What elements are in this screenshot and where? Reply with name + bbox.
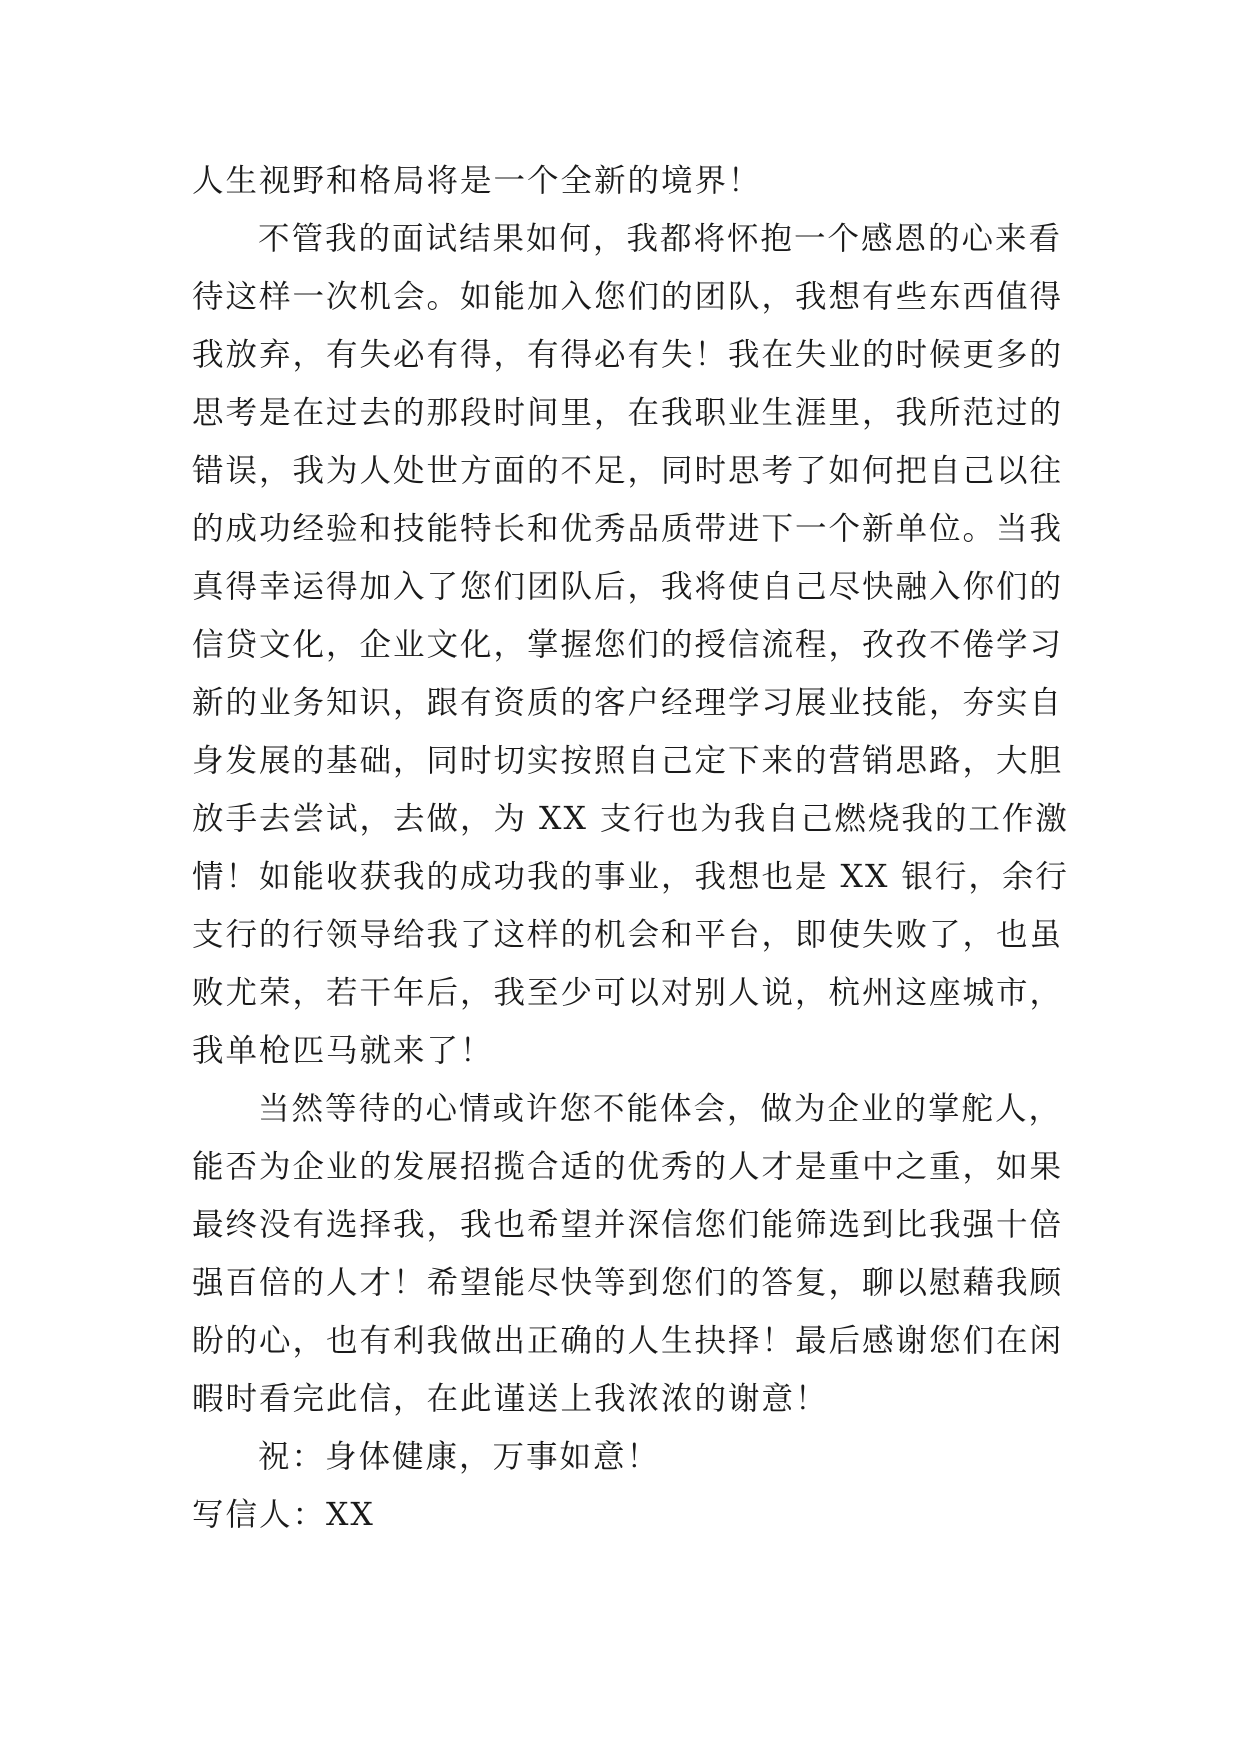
text-line: 不管我的面试结果如何，我都将怀抱一个感恩的心来看 xyxy=(258,221,1063,257)
text-line: 盼的心，也有利我做出正确的人生抉择！最后感谢您们在闲 xyxy=(192,1323,1064,1359)
text-line: 我放弃，有失必有得，有得必有失！我在失业的时候更多的 xyxy=(192,337,1064,373)
letter-body xyxy=(192,152,1072,1544)
text-line: 信贷文化，企业文化，掌握您们的授信流程，孜孜不倦学习 xyxy=(192,627,1064,663)
signature-line: 写信人：XX xyxy=(192,1497,375,1533)
text-line: 情！如能收获我的成功我的事业，我想也是 XX 银行，余行 xyxy=(192,859,1069,895)
text-line: 人生视野和格局将是一个全新的境界！ xyxy=(192,163,762,199)
text-line: 错误，我为人处世方面的不足，同时思考了如何把自己以往 xyxy=(192,453,1064,489)
text-line: 思考是在过去的那段时间里，在我职业生涯里，我所范过的 xyxy=(192,395,1064,431)
text-line: 身发展的基础，同时切实按照自己定下来的营销思路，大胆 xyxy=(192,743,1064,779)
text-line: 强百倍的人才！希望能尽快等到您们的答复，聊以慰藉我顾 xyxy=(192,1265,1064,1301)
text-line: 暇时看完此信，在此谨送上我浓浓的谢意！ xyxy=(192,1381,829,1417)
text-line: 当然等待的心情或许您不能体会，做为企业的掌舵人， xyxy=(258,1091,1063,1127)
text-line: 新的业务知识，跟有资质的客户经理学习展业技能，夯实自 xyxy=(192,685,1064,721)
text-line: 真得幸运得加入了您们团队后，我将使自己尽快融入你们的 xyxy=(192,569,1064,605)
text-line: 放手去尝试，去做，为 XX 支行也为我自己燃烧我的工作激 xyxy=(192,801,1069,837)
text-line: 的成功经验和技能特长和优秀品质带进下一个新单位。当我 xyxy=(192,511,1064,547)
text-line: 我单枪匹马就来了！ xyxy=(192,1033,494,1069)
text-line: 支行的行领导给我了这样的机会和平台，即使失败了，也虽 xyxy=(192,917,1064,953)
text-line: 最终没有选择我，我也希望并深信您们能筛选到比我强十倍 xyxy=(192,1207,1064,1243)
text-line: 败尤荣，若干年后，我至少可以对别人说，杭州这座城市， xyxy=(192,975,1064,1011)
text-line: 能否为企业的发展招揽合适的优秀的人才是重中之重，如果 xyxy=(192,1149,1064,1185)
closing-greeting: 祝：身体健康，万事如意！ xyxy=(258,1439,661,1475)
text-line: 待这样一次机会。如能加入您们的团队，我想有些东西值得 xyxy=(192,279,1064,315)
